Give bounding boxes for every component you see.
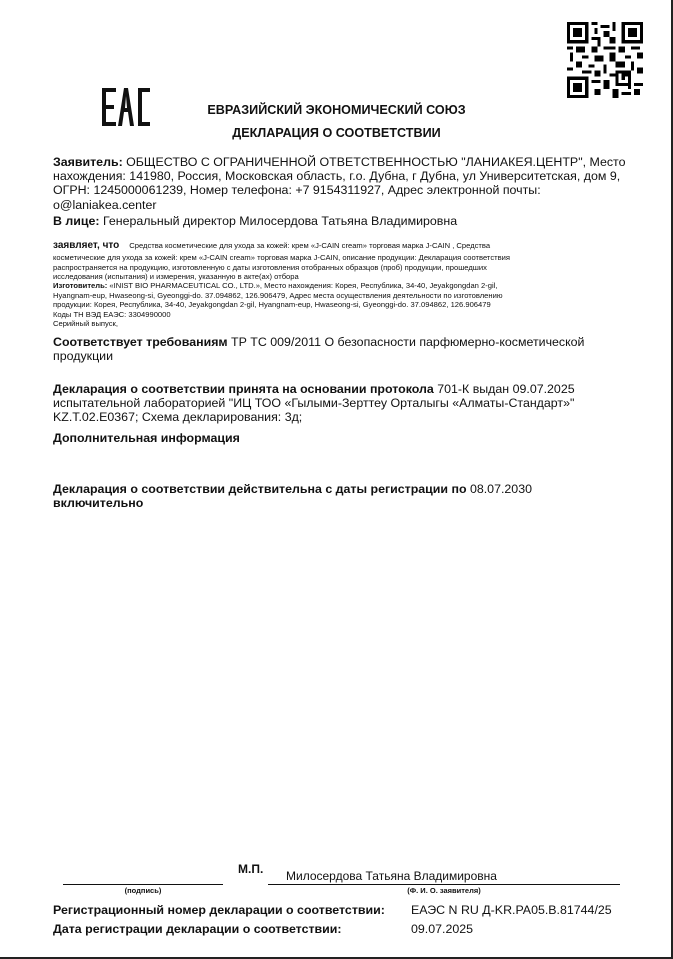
validity-date: 08.07.2030 xyxy=(466,482,532,496)
declares-line: косметические для ухода за кожей: крем «J-CAIN cream» торговая марка J-CAIN, описание продукции: Декларация соответствия xyxy=(53,253,510,262)
tnved-codes: Коды ТН ВЭД ЕАЭС: 3304990000 xyxy=(53,309,171,319)
manufacturer-line: Hyangnam-eup, Hwaseong-si, Gyeonggi-do. 37.094862, 126.906479, Адрес места осуществления деятельности по изготовлению xyxy=(53,290,503,300)
additional-info-label: Дополнительная информация xyxy=(53,431,240,445)
basis-line: испытательной лабораторией "ИЦ ТОО «Гылыми-Зерттеу Орталыгы «Алматы-Стандарт»" xyxy=(53,396,575,411)
manufacturer-block xyxy=(53,281,613,329)
name-line xyxy=(268,884,620,885)
document-title: ДЕКЛАРАЦИЯ О СООТВЕТСТВИИ xyxy=(232,126,441,140)
manufacturer-line: продукции: Корея, Республика, 34-40, Jeyakgongdan 2-gil, Hyangnam-eup, Hwaseong-si, Gyeonggi-do. 37.094862, 126.906479 xyxy=(53,300,491,310)
union-title: ЕВРАЗИЙСКИЙ ЭКОНОМИЧЕСКИЙ СОЮЗ xyxy=(207,103,466,117)
basis-block xyxy=(53,382,653,425)
registration-date-label: Дата регистрации декларации о соответствии: xyxy=(53,922,342,936)
validity-block xyxy=(53,482,653,510)
basis-label: Декларация о соответствии принята на основании протокола xyxy=(53,382,434,396)
compliance-line: продукции xyxy=(53,349,114,364)
declares-line: Средства косметические для ухода за кожей: крем «J-CAIN cream» торговая марка J-CAIN , Средства xyxy=(129,241,491,250)
applicant-line: нахождения: 141980, Россия, Московская область, г.о. Дубна, г Дубна, ул Университетская, дом 9, xyxy=(53,169,621,184)
applicant-label: Заявитель: xyxy=(53,155,123,169)
person-value: Генеральный директор Милосердова Татьяна Владимировна xyxy=(99,214,458,228)
declares-line: распространяется на продукцию, изготовленную с даты изготовления отобранных образцов (проб) продукции, прошедших xyxy=(53,262,487,272)
registration-number-label: Регистрационный номер декларации о соответствии: xyxy=(53,903,385,917)
qr-code xyxy=(567,22,643,98)
person-block xyxy=(53,214,653,228)
compliance-line: ТР ТС 009/2011 О безопасности парфюмерно-косметической xyxy=(227,335,585,349)
applicant-line: ОГРН: 1245000061239, Номер телефона: +7 9154311927, Адрес электронной почты: xyxy=(53,183,541,198)
declares-line: исследования (испытания) и измерения, указанную в акте(ах) отбора xyxy=(53,272,299,282)
declares-block xyxy=(53,235,613,282)
manufacturer-line: «INIST BIO PHARMACEUTICAL CO., LTD.», Место нахождения: Корея, Республика, 34-40, Jeyakgongdan 2-gil, xyxy=(107,281,498,290)
manufacturer-label: Изготовитель: xyxy=(53,281,108,290)
applicant-block xyxy=(53,155,653,212)
person-label: В лице: xyxy=(53,214,100,228)
signer-name: Милосердова Татьяна Владимировна xyxy=(286,869,497,883)
basis-line: 701-К выдан 09.07.2025 xyxy=(433,382,575,396)
compliance-label: Соответствует требованиям xyxy=(53,335,228,349)
validity-label: Декларация о соответствии действительна с даты регистрации по xyxy=(53,482,467,496)
signature-line xyxy=(63,884,223,885)
serial-release: Серийный выпуск, xyxy=(53,319,118,329)
fio-caption: (Ф. И. О. заявителя) xyxy=(407,886,481,895)
registration-number-value: ЕАЭС N RU Д-KR.PA05.B.81744/25 xyxy=(411,903,612,917)
seal-label: М.П. xyxy=(238,862,264,876)
declares-label: заявляет, что xyxy=(53,240,120,251)
applicant-line: ОБЩЕСТВО С ОГРАНИЧЕННОЙ ОТВЕТСТВЕННОСТЬЮ "ЛАНИАКЕЯ.ЦЕНТР", Место xyxy=(122,155,626,169)
applicant-line: o@laniakea.center xyxy=(53,197,157,212)
registration-date-value: 09.07.2025 xyxy=(411,922,474,936)
basis-line: KZ.T.02.E0367; Схема декларирования: 3д; xyxy=(53,410,303,425)
validity-line: включительно xyxy=(53,496,144,511)
signature-caption: (подпись) xyxy=(124,886,162,895)
compliance-block xyxy=(53,335,653,363)
